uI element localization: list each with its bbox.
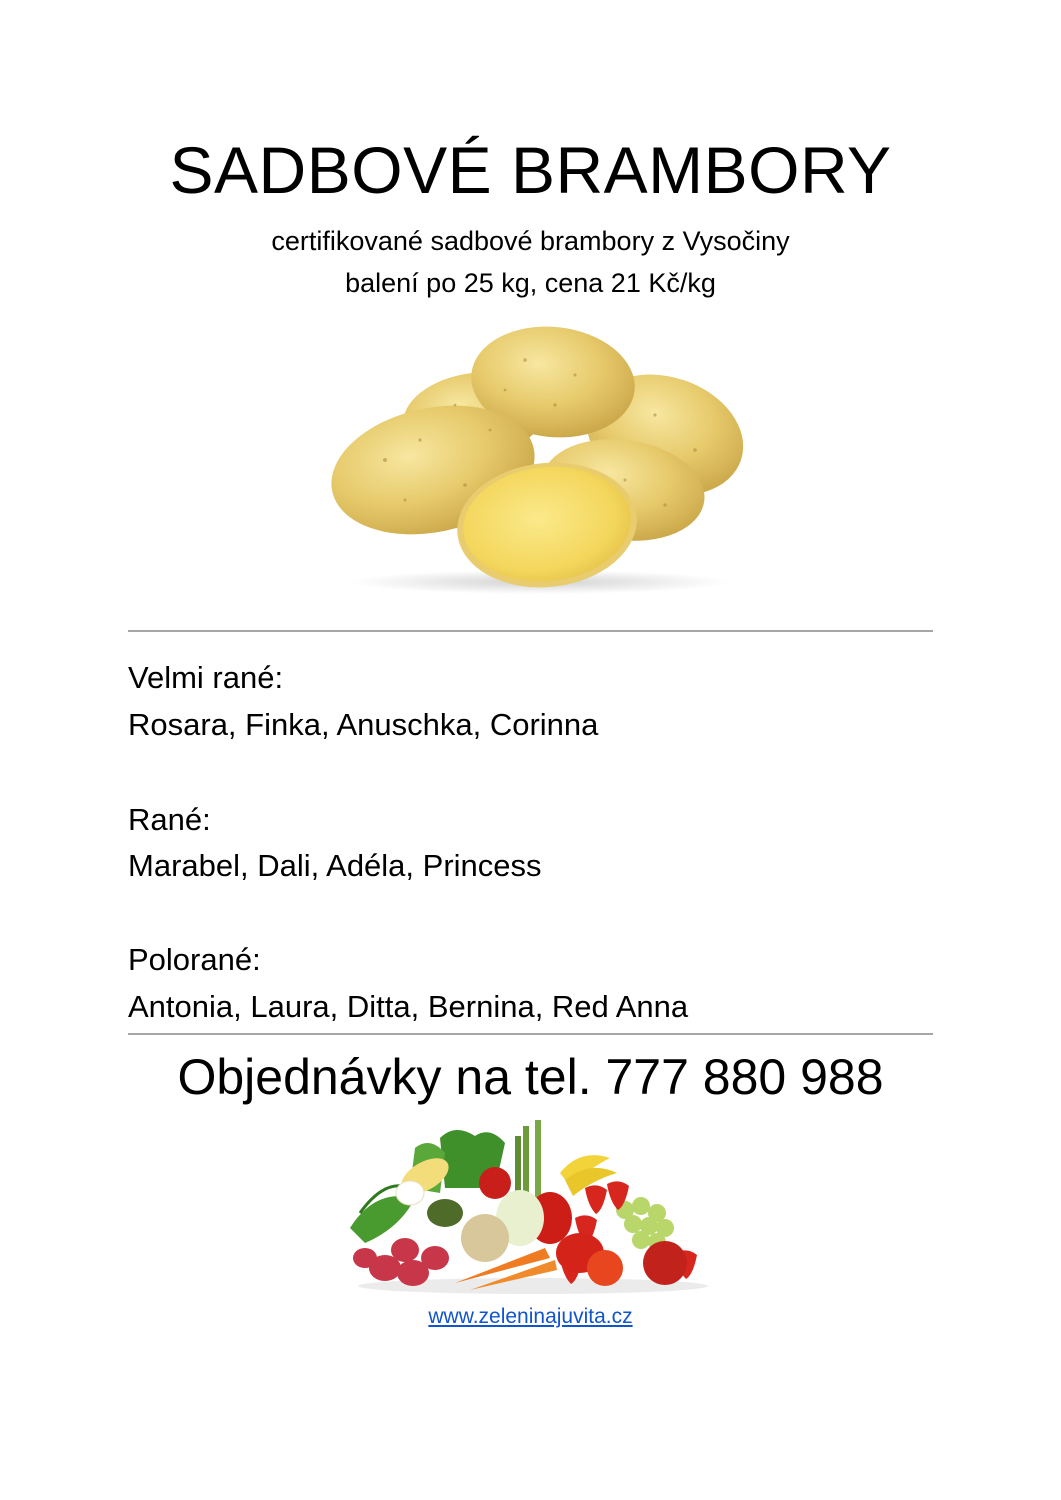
website-link-wrapper xyxy=(0,1304,1061,1330)
page-title: SADBOVÉ BRAMBORY xyxy=(169,133,892,207)
subtitle-certification: certifikované sadbové brambory z Vysočiny xyxy=(271,226,790,256)
category-early: Rané: xyxy=(128,802,211,837)
potatoes-image xyxy=(325,320,750,595)
category-semi-early: Polorané: xyxy=(128,942,261,977)
varieties-semi-early: Antonia, Laura, Ditta, Bernina, Red Anna xyxy=(128,989,689,1024)
subtitle-price: balení po 25 kg, cena 21 Kč/kg xyxy=(345,268,716,298)
divider-top xyxy=(128,630,933,632)
order-phone: Objednávky na tel. 777 880 988 xyxy=(177,1049,884,1105)
vegetables-image xyxy=(345,1118,720,1296)
varieties-very-early: Rosara, Finka, Anuschka, Corinna xyxy=(128,707,599,742)
varieties-early: Marabel, Dali, Adéla, Princess xyxy=(128,848,542,883)
website-link[interactable]: www.zeleninajuvita.cz xyxy=(428,1305,633,1328)
category-very-early: Velmi rané: xyxy=(128,660,284,695)
divider-bottom xyxy=(128,1033,933,1035)
